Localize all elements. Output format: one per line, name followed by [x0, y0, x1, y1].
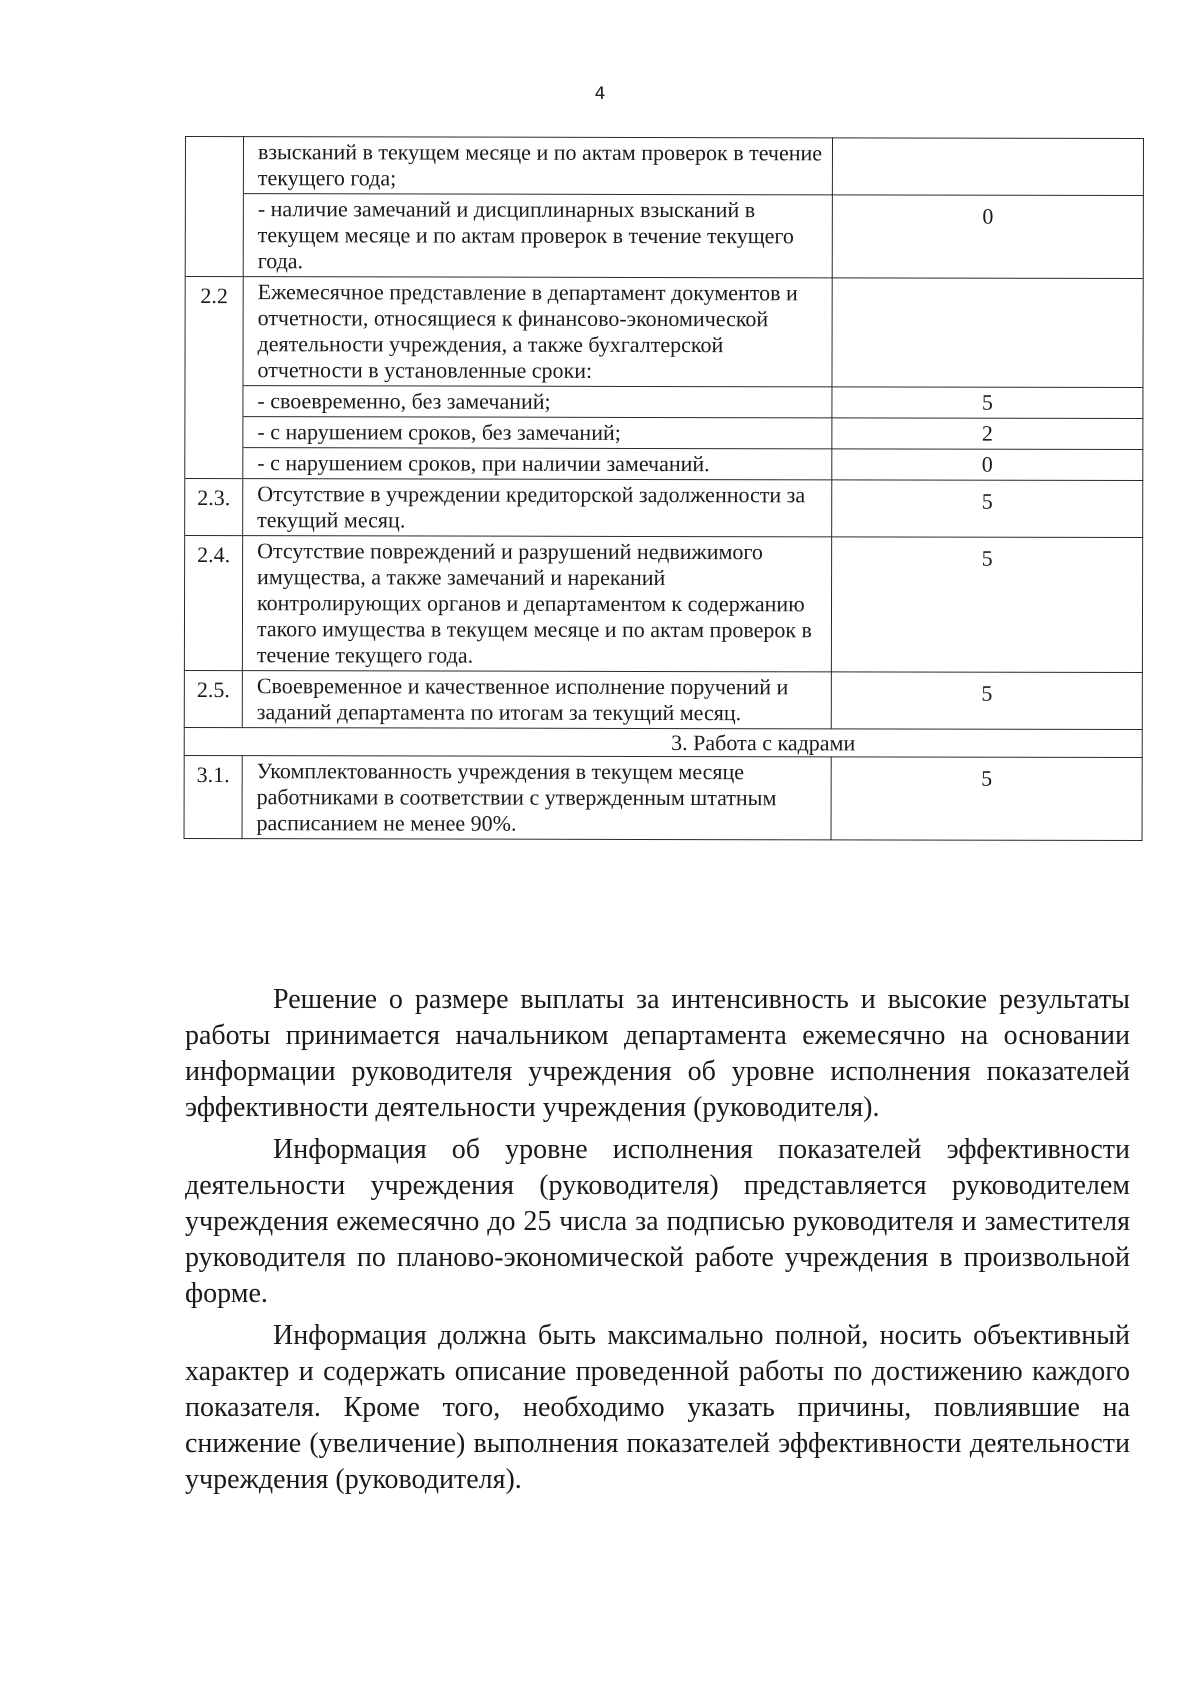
indicator-score: 2 — [832, 418, 1143, 450]
indicator-score: 0 — [832, 195, 1143, 279]
table-row — [185, 479, 1143, 538]
table-row — [184, 536, 1142, 673]
indicator-text: Ежемесячное представление в департамент документов и отчетности, относящиеся к финансово-экономической деятельности учреждения, а также бухгалтерской отчетности в установленные сроки: — [243, 277, 832, 387]
row-number: 2.2 — [185, 277, 243, 386]
body-text — [185, 982, 1130, 1504]
indicator-score: 5 — [832, 387, 1143, 419]
indicator-text: Отсутствие повреждений и разрушений недвижимого имущества, а также замечаний и нареканий контролирующих органов и департаментом к содержанию такого имущества в текущем месяце и по актам проверок в течение текущего года. — [242, 536, 831, 672]
table-row — [184, 670, 1142, 729]
row-number — [185, 386, 243, 417]
paragraph: Информация об уровне исполнения показателей эффективности деятельности учреждения (руководителя) представляется руководителем учреждения ежемесячно до 25 числа за подписью руководителя и заместителя руководителя по планово-экономической работе учреждения в произвольной форме. — [185, 1134, 1130, 1309]
indicator-text: - своевременно, без замечаний; — [243, 386, 832, 418]
indicator-score: 5 — [831, 537, 1142, 673]
indicator-text: Укомплектованность учреждения в текущем месяце работниками в соответствии с утвержденным штатным расписанием не менее 90%. — [242, 756, 831, 840]
indicator-text: взысканий в текущем месяце и по актам проверок в течение текущего года; — [243, 137, 832, 195]
table-row — [185, 277, 1143, 388]
table-row — [185, 448, 1143, 481]
indicator-text: - наличие замечаний и дисциплинарных взысканий в текущем месяце и по актам проверок в течение текущего года. — [243, 194, 832, 278]
section-header-row — [184, 727, 1142, 757]
row-number: 2.4. — [184, 536, 242, 671]
row-number — [185, 448, 243, 479]
row-number: 3.1. — [184, 755, 242, 838]
table-row — [185, 137, 1143, 196]
indicator-score: 0 — [832, 449, 1143, 481]
table-row — [185, 386, 1143, 419]
row-number — [185, 137, 243, 194]
indicator-text: Отсутствие в учреждении кредиторской задолженности за текущий месяц. — [243, 479, 832, 537]
indicator-score: 5 — [832, 480, 1143, 538]
indicators-table — [184, 136, 1144, 841]
indicator-text: - с нарушением сроков, при наличии замечаний. — [243, 448, 832, 480]
page-number: 4 — [594, 84, 606, 104]
indicator-score — [832, 278, 1143, 388]
indicator-score: 5 — [831, 757, 1142, 841]
row-number — [185, 194, 243, 277]
indicator-text: - с нарушением сроков, без замечаний; — [243, 417, 832, 449]
indicator-score: 5 — [831, 672, 1142, 730]
indicator-score — [832, 138, 1143, 196]
table-row — [184, 755, 1142, 840]
indicator-text: Своевременное и качественное исполнение поручений и заданий департамента по итогам за текущий месяц. — [242, 671, 831, 729]
row-number: 2.3. — [185, 479, 243, 536]
row-number — [185, 417, 243, 448]
section-title: 3. Работа с кадрами — [184, 727, 1142, 757]
table-row — [185, 194, 1143, 279]
table-row — [185, 417, 1143, 450]
row-number: 2.5. — [184, 670, 242, 727]
paragraph: Информация должна быть максимально полной, носить объективный характер и содержать описание проведенной работы по достижению каждого показателя. Кроме того, необходимо указать причины, повлиявшие на снижение (увеличение) выполнения показателей эффективности деятельности учреждения (руководителя). — [185, 1320, 1130, 1495]
paragraph: Решение о размере выплаты за интенсивность и высокие результаты работы принимается начальником департамента ежемесячно на основании информации руководителя учреждения об уровне исполнения показателей эффективности деятельности учреждения (руководителя). — [185, 984, 1130, 1123]
